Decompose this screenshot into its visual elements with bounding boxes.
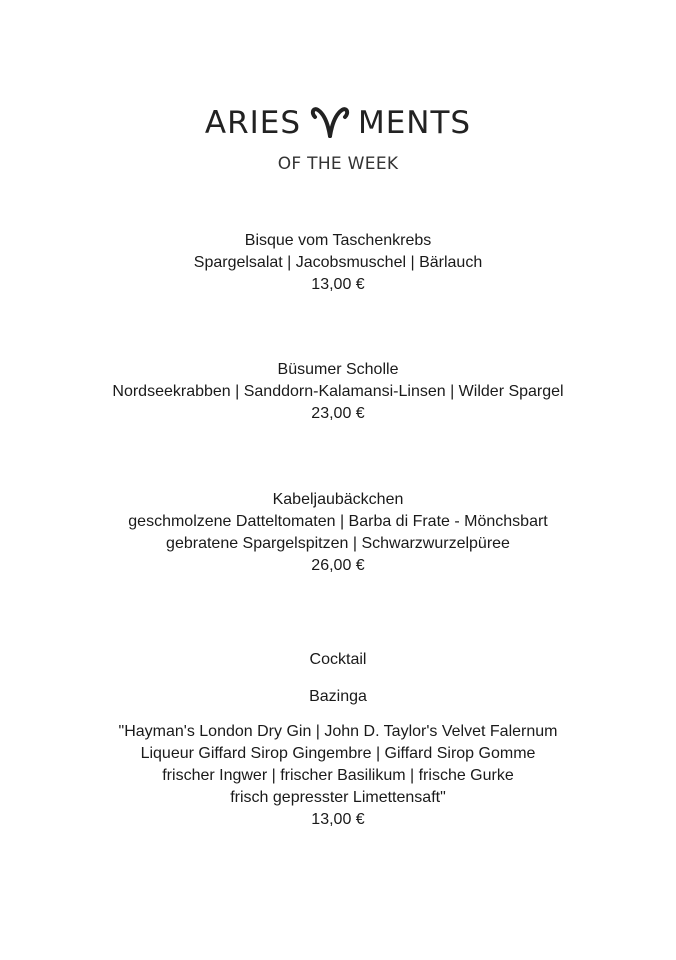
- dish-price: 26,00 €: [311, 557, 365, 574]
- menu-item: [0, 359, 676, 425]
- cocktail-name: Bazinga: [309, 688, 367, 705]
- dish-name: Bisque vom Taschenkrebs: [244, 232, 432, 249]
- cocktail-item: [0, 721, 676, 831]
- cocktail-price: 13,00 €: [311, 811, 365, 828]
- logo-subtitle: OF THE WEEK: [277, 154, 399, 174]
- cocktail-details: frisch gepresster Limettensaft": [230, 789, 446, 806]
- menu-item: [0, 489, 676, 577]
- cocktail-details: frischer Ingwer | frischer Basilikum | frische Gurke: [162, 767, 514, 784]
- cocktail-details: "Hayman's London Dry Gin | John D. Taylor's Velvet Falernum: [118, 723, 558, 740]
- dish-price: 23,00 €: [311, 405, 365, 422]
- brand-logo: [0, 98, 676, 148]
- dish-details: Spargelsalat | Jacobsmuschel | Bärlauch: [193, 254, 483, 271]
- dish-details: gebratene Spargelspitzen | Schwarzwurzelpüree: [166, 535, 510, 552]
- dish-price: 13,00 €: [311, 276, 365, 293]
- logo-word-right: MENTS: [357, 105, 472, 141]
- ram-horns-icon: [310, 98, 350, 148]
- menu-item: [0, 230, 676, 296]
- dish-details: Nordseekrabben | Sanddorn-Kalamansi-Linsen | Wilder Spargel: [112, 383, 564, 400]
- dish-details: geschmolzene Datteltomaten | Barba di Frate - Mönchsbart: [128, 513, 548, 530]
- logo-word-left: ARIES: [204, 105, 302, 141]
- dish-name: Kabeljaubäckchen: [272, 491, 404, 508]
- cocktail-section-label: Cocktail: [309, 651, 367, 668]
- dish-name: Büsumer Scholle: [277, 361, 399, 378]
- cocktail-details: Liqueur Giffard Sirop Gingembre | Giffard Sirop Gomme: [140, 745, 536, 762]
